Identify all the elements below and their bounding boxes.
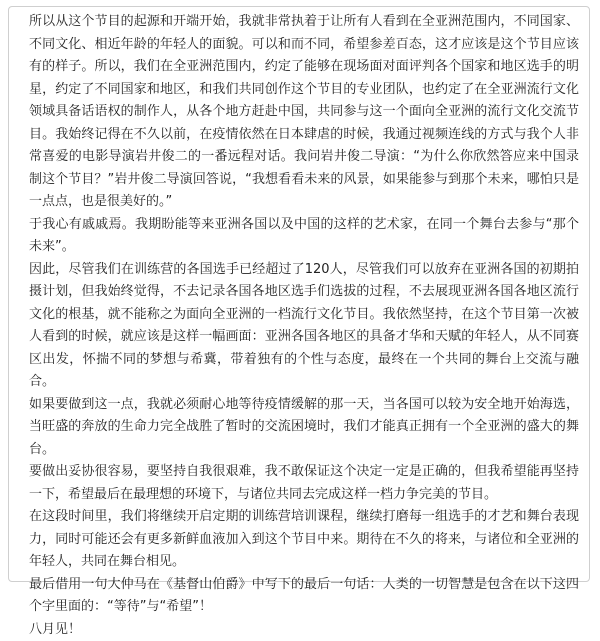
paragraph-waiting: 如果要做到这一点，我就必须耐心地等待疫情缓解的那一天，当各国可以较为安全地开始海选，当旺盛的奔放的生命力完全战胜了暂时的交流困境时，我们才能真正拥有一个全亚洲的盛大的舞台。 <box>29 394 579 462</box>
paragraph-persistence: 因此，尽管我们在训练营的各国选手已经超过了120人，尽管我们可以放弃在亚洲各国的初期拍摄计划，但我始终觉得，不去记录各国各地区选手们选拔的过程，不去展现亚洲各国各地区流行文化的根基，就不能称之为面向全亚洲的一档流行文化节目。我依然坚持，在这个节目第一次被人看到的时候，就应该是这样一幅画面：亚洲各国各地区的具备才华和天赋的年轻人，从不同赛区出发，怀揣不同的梦想与希冀，带着独有的个性与态度，最终在一个共同的舞台上交流与融合。 <box>29 259 579 394</box>
paragraph-origin: 所以从这个节目的起源和开端开始，我就非常执着于让所有人看到在全亚洲范围内，不同国家、不同文化、相近年龄的年轻人的面貌。可以和而不同，希望参差百态，这才应该是这个节目应该有的样子。所以，我们在全亚洲范围内，约定了能够在现场面对面评判各个国家和地区选手的明星，约定了不同国家和地区，和我们共同创作这个节目的专业团队，也约定了在全亚洲流行文化领域具备话语权的制作人，从各个地方赶赴中国，共同参与这一个面向全亚洲的流行文化交流节目。我始终记得在不久以前，在疫情依然在日本肆虐的时候，我通过视频连线的方式与我个人非常喜爱的电影导演岩井俊二的一番远程对话。我问岩井俊二导演：“为什么你欣然答应来中国录制这个节目？”岩井俊二导演回答说，“我想看看未来的风景，如果能参与到那个未来，哪怕只是一点点，也是很美好的。” <box>29 11 579 214</box>
paragraph-training: 在这段时间里，我们将继续开启定期的训练营培训课程，继续打磨每一组选手的才艺和舞台表现力，同时可能还会有更多新鲜血液加入到这个节目中来。期待在不久的将来，与诸位和全亚洲的年轻人，共同在舞台相见。 <box>29 506 579 574</box>
document-body <box>8 6 590 582</box>
paragraph-resonance: 于我心有戚戚焉。我期盼能等来亚洲各国以及中国的这样的艺术家，在同一个舞台去参与“那个未来”。 <box>29 214 579 259</box>
paragraph-quote: 最后借用一句大仲马在《基督山伯爵》中写下的最后一句话：人类的一切智慧是包含在以下这四个字里面的：“等待”与“希望”！ <box>29 574 579 619</box>
paragraph-compromise: 要做出妥协很容易，要坚持自我很艰难，我不敢保证这个决定一定是正确的，但我希望能再坚持一下，希望最后在最理想的环境下，与诸位共同去完成这样一档力争完美的节目。 <box>29 461 579 506</box>
paragraph-closing: 八月见！ <box>29 619 579 641</box>
